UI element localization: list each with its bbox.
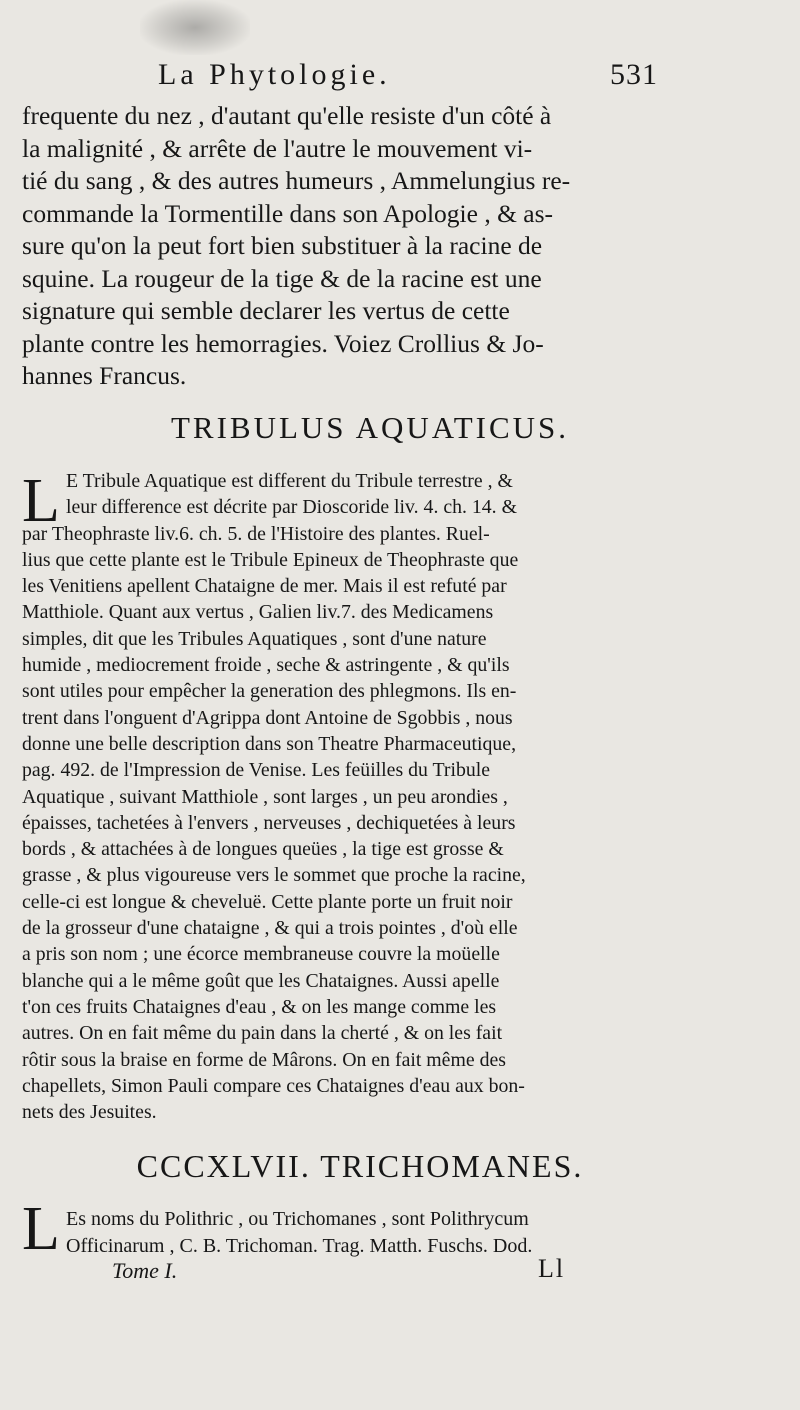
text-line: Aquatique , suivant Matthiole , sont larges , un peu arondies , (22, 785, 508, 808)
text-line: signature qui semble declarer les vertus de cette (22, 296, 510, 325)
text-line: nets des Jesuites. (22, 1101, 157, 1124)
text-line: commande la Tormentille dans son Apologie , & as- (22, 198, 554, 228)
text-line: E Tribule Aquatique est different du Tribule terrestre , & (66, 470, 513, 492)
text-line: grasse , & plus vigoureuse vers le sommet que proche la racine, (22, 864, 526, 887)
footer-volume: Tome I. (112, 1258, 178, 1283)
text-line: la malignité , & arrête de l'autre le mouvement vi- (22, 133, 533, 163)
running-head (158, 58, 658, 98)
text-line: t'on ces fruits Chataignes d'eau , & on les mange comme les (22, 995, 497, 1018)
paragraph-trichomanes (22, 1206, 682, 1260)
drop-cap: L (22, 1195, 60, 1263)
text-line: donne une belle description dans son Theatre Pharmaceutique, (22, 732, 517, 755)
text-line: Es noms du Polithric , ou Trichomanes , sont Polithrycum (66, 1208, 529, 1230)
text-line: simples, dit que les Tribules Aquatiques , sont d'une nature (22, 627, 487, 650)
footer-signature: Ll (538, 1254, 566, 1283)
text-line: Matthiole. Quant aux vertus , Galien liv.7. des Medicamens (22, 601, 494, 624)
text-line: par Theophraste liv.6. ch. 5. de l'Histoire des plantes. Ruel- (22, 522, 490, 545)
text-line: bords , & attachées à de longues queües , la tige est grosse & (22, 838, 504, 861)
ink-smudge (140, 0, 250, 55)
text-line: lius que cette plante est le Tribule Epineux de Theophraste que (22, 548, 519, 571)
text-line: pag. 492. de l'Impression de Venise. Les feüilles du Tribule (22, 759, 490, 782)
text-line: blanche qui a le même goût que les Chataignes. Aussi apelle (22, 969, 500, 992)
text-line: autres. On en fait même du pain dans la cherté , & on les fait (22, 1022, 503, 1045)
text-line: de la grosseur d'une chataigne , & qui a trois pointes , d'où elle (22, 917, 518, 940)
text-line: celle-ci est longue & cheveluë. Cette plante porte un fruit noir (22, 890, 513, 913)
text-line: chapellets, Simon Pauli compare ces Chataignes d'eau aux bon- (22, 1074, 525, 1097)
text-line: squine. La rougeur de la tige & de la racine est une (22, 263, 542, 293)
drop-cap: L (22, 467, 60, 535)
running-head-title: La Phytologie. (158, 58, 391, 91)
text-line: Officinarum , C. B. Trichoman. Trag. Matth. Fuschs. Dod. (66, 1235, 533, 1257)
text-line: leur difference est décrite par Dioscoride liv. 4. ch. 14. & (66, 496, 517, 519)
text-line: frequente du nez , d'autant qu'elle resiste d'un côté à (22, 101, 552, 130)
text-line: tié du sang , & des autres humeurs , Ammelungius re- (22, 166, 571, 195)
heading-tribulus: TRIBULUS AQUATICUS. (170, 410, 570, 445)
text-line: les Venitiens apellent Chataigne de mer. Mais il est refuté par (22, 575, 507, 598)
heading-trichomanes: CCCXLVII. TRICHOMANES. (136, 1148, 584, 1184)
text-line: humide , mediocrement froide , seche & astringente , & qu'ils (22, 654, 510, 677)
paragraph-tribulus (22, 468, 672, 1125)
paragraph-tormentille (22, 100, 654, 393)
text-line: rôtir sous la braise en forme de Mârons. On en fait même des (22, 1048, 506, 1071)
text-line: hannes Francus. (22, 361, 187, 390)
text-line: a pris son nom ; une écorce membraneuse couvre la moüelle (22, 943, 500, 966)
text-line: sure qu'on la peut fort bien substituer à la racine de (22, 231, 543, 260)
text-line: sont utiles pour empêcher la generation des phlegmons. Ils en- (22, 680, 517, 703)
text-line: épaisses, tachetées à l'envers , nerveuses , dechiquetées à leurs (22, 811, 516, 834)
page-number: 531 (610, 58, 658, 91)
text-line: plante contre les hemorragies. Voiez Crollius & Jo- (22, 328, 544, 358)
text-line: trent dans l'onguent d'Agrippa dont Antoine de Sgobbis , nous (22, 706, 513, 729)
